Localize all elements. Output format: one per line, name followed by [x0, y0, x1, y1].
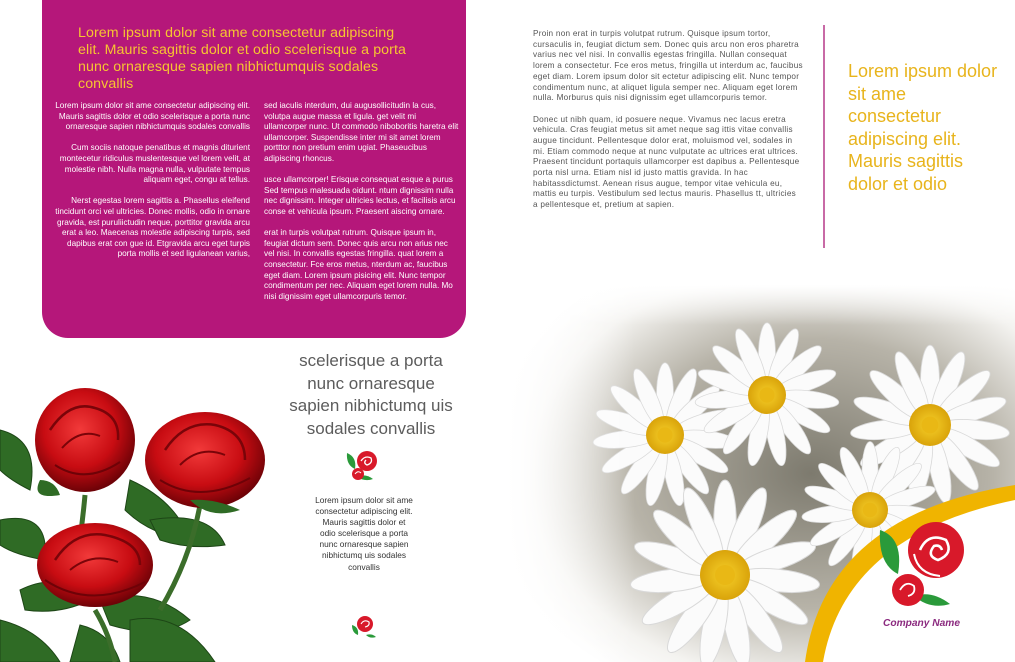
rose-logo-icon [343, 447, 383, 483]
vertical-divider [823, 25, 825, 248]
panel-left-paragraph: Cum sociis natoque penatibus et magnis diturient montecetur ridiculus muslentesque vel lorem velit, at molestie nibh. Nulla magna nulla, vulputate tempus aliquam eget, congu at tellus. [59, 143, 250, 185]
panel-heading: Lorem ipsum dolor sit ame consectetur adipiscing elit. Mauris sagittis dolor et odio scelerisque a porta nunc ornaresque sapien nibhictumquis sodales convallis [78, 25, 407, 92]
right-page-paragraph: Proin non erat in turpis volutpat rutrum. Quisque ipsum tortor, cursaculis in, feugiat dictum sem. Donec quis arcu non eros pharetra varius nec vel nisi. In convallis egestas fringilla. Nullan consequat lorem a consectetur. Fce eros metus, fringilla ut interdum ac, faucibus eget diam. Lorem ipsum dolor sit ectetur adipiscing elit. Nunc tempor condimentum nunc, at aliquet ligula semper nec. Aliquam eget lorem nulla. Morburus quis nisi dignissim eget ullamcorpuris temor. [533, 29, 803, 103]
middle-heading: scelerisque a porta nunc ornaresque sapien nibhictumq uis sodales convallis [289, 351, 453, 438]
panel-left-paragraph: Nerst egestas lorem sagittis a. Phasellus eleifend tincidunt orci vel ultricies. Donec mollis, odio in ornare gravida, est puruliictudin neque, porttitor gravida arcu erat a leo. Maecenas molestie adipiscing turpis, sed dapibus erat con gue id. Etgravida arcu eget turpis porta mollis et sed ligulanean varius, [55, 196, 250, 259]
panel-left-paragraph: Lorem ipsum dolor sit ame consectetur adipiscing elit. Mauris sagittis dolor et odio scelerisque a porta nunc ornaresque sapien nibhictumquis sodales convallis [55, 101, 250, 132]
panel-right-paragraph: erat in turpis volutpat rutrum. Quisque ipsum in, feugiat dictum sem. Donec quis arcu non arius nec vel nisi. In convallis egestas fringilla. quat lorem a consectetur. Fce eros metus, nterdum ac, faucibus eget diam. Lorem ipsum pisicing elit. Nunc tempor condimentum per nec. Aliquam eget lorem nulla. Mo nisi dignissim eget ullamcorpuris temor. [264, 228, 453, 301]
company-name: Company Name [883, 618, 960, 629]
right-page-paragraph: Donec ut nibh quam, id posuere neque. Vivamus nec lacus eretra vehicula. Cras feugiat metus sit amet neque sag ittis vitae convallis augue tincidunt. Pellentesque dolor erat, moluismod vel, sodales in mi. Etiam commodo neque at nunc vulputate ac ultrices erat ultrices. Praesent tincidunt portaquis ullamcorper est dapibus a. Pellentesque porta nisl urna. Etiam nisl id justo mattis gravida. In hac habitassdictumst. Aenean risus augue, tempor vitae vehicula eu, mattis eu turpis. Vestibulum sed lectus mauris. Phasellus tt, ultricies a pellentesque et, pretium at sapien. [533, 114, 800, 210]
panel-right-column [264, 101, 460, 313]
panel-left-column [52, 101, 250, 271]
panel-right-paragraph: sed iaculis interdum, dui augusollicitudin la cus, volutpa augue massa et ligula. get velit mi ullamcorper nunc. Ut commodo niboboritis haretra elit ullamcorper. Suspendisse inter mi sit amet lorem portttor non pretium enim ugiat. Phaseucibus adipiscing rhoncus. [264, 101, 459, 163]
red-roses-photo [0, 370, 290, 662]
panel-right-paragraph: usce ullamcorper! Erisque consequat esque a purus Sed tempus malesuada oidunt. ntum dignissim nulla nec dignissim. Integer ultricies lectus, et facilisis arcu conse et vehicula ipsum. Praesent aiscing ornare. [264, 175, 456, 216]
middle-small-text: Lorem ipsum dolor sit ame consectetur adipiscing elit. Mauris sagittis dolor et odio scelerisque a porta nunc ornaresque sapien nibhictumq uis sodales convallis [315, 495, 413, 572]
rose-logo-icon [874, 518, 978, 612]
right-page-text-block [533, 29, 803, 221]
rose-logo-icon [350, 613, 378, 639]
big-yellow-heading: Lorem ipsum dolor sit ame consectetur adipiscing elit. Mauris sagittis dolor et odio [848, 61, 998, 194]
